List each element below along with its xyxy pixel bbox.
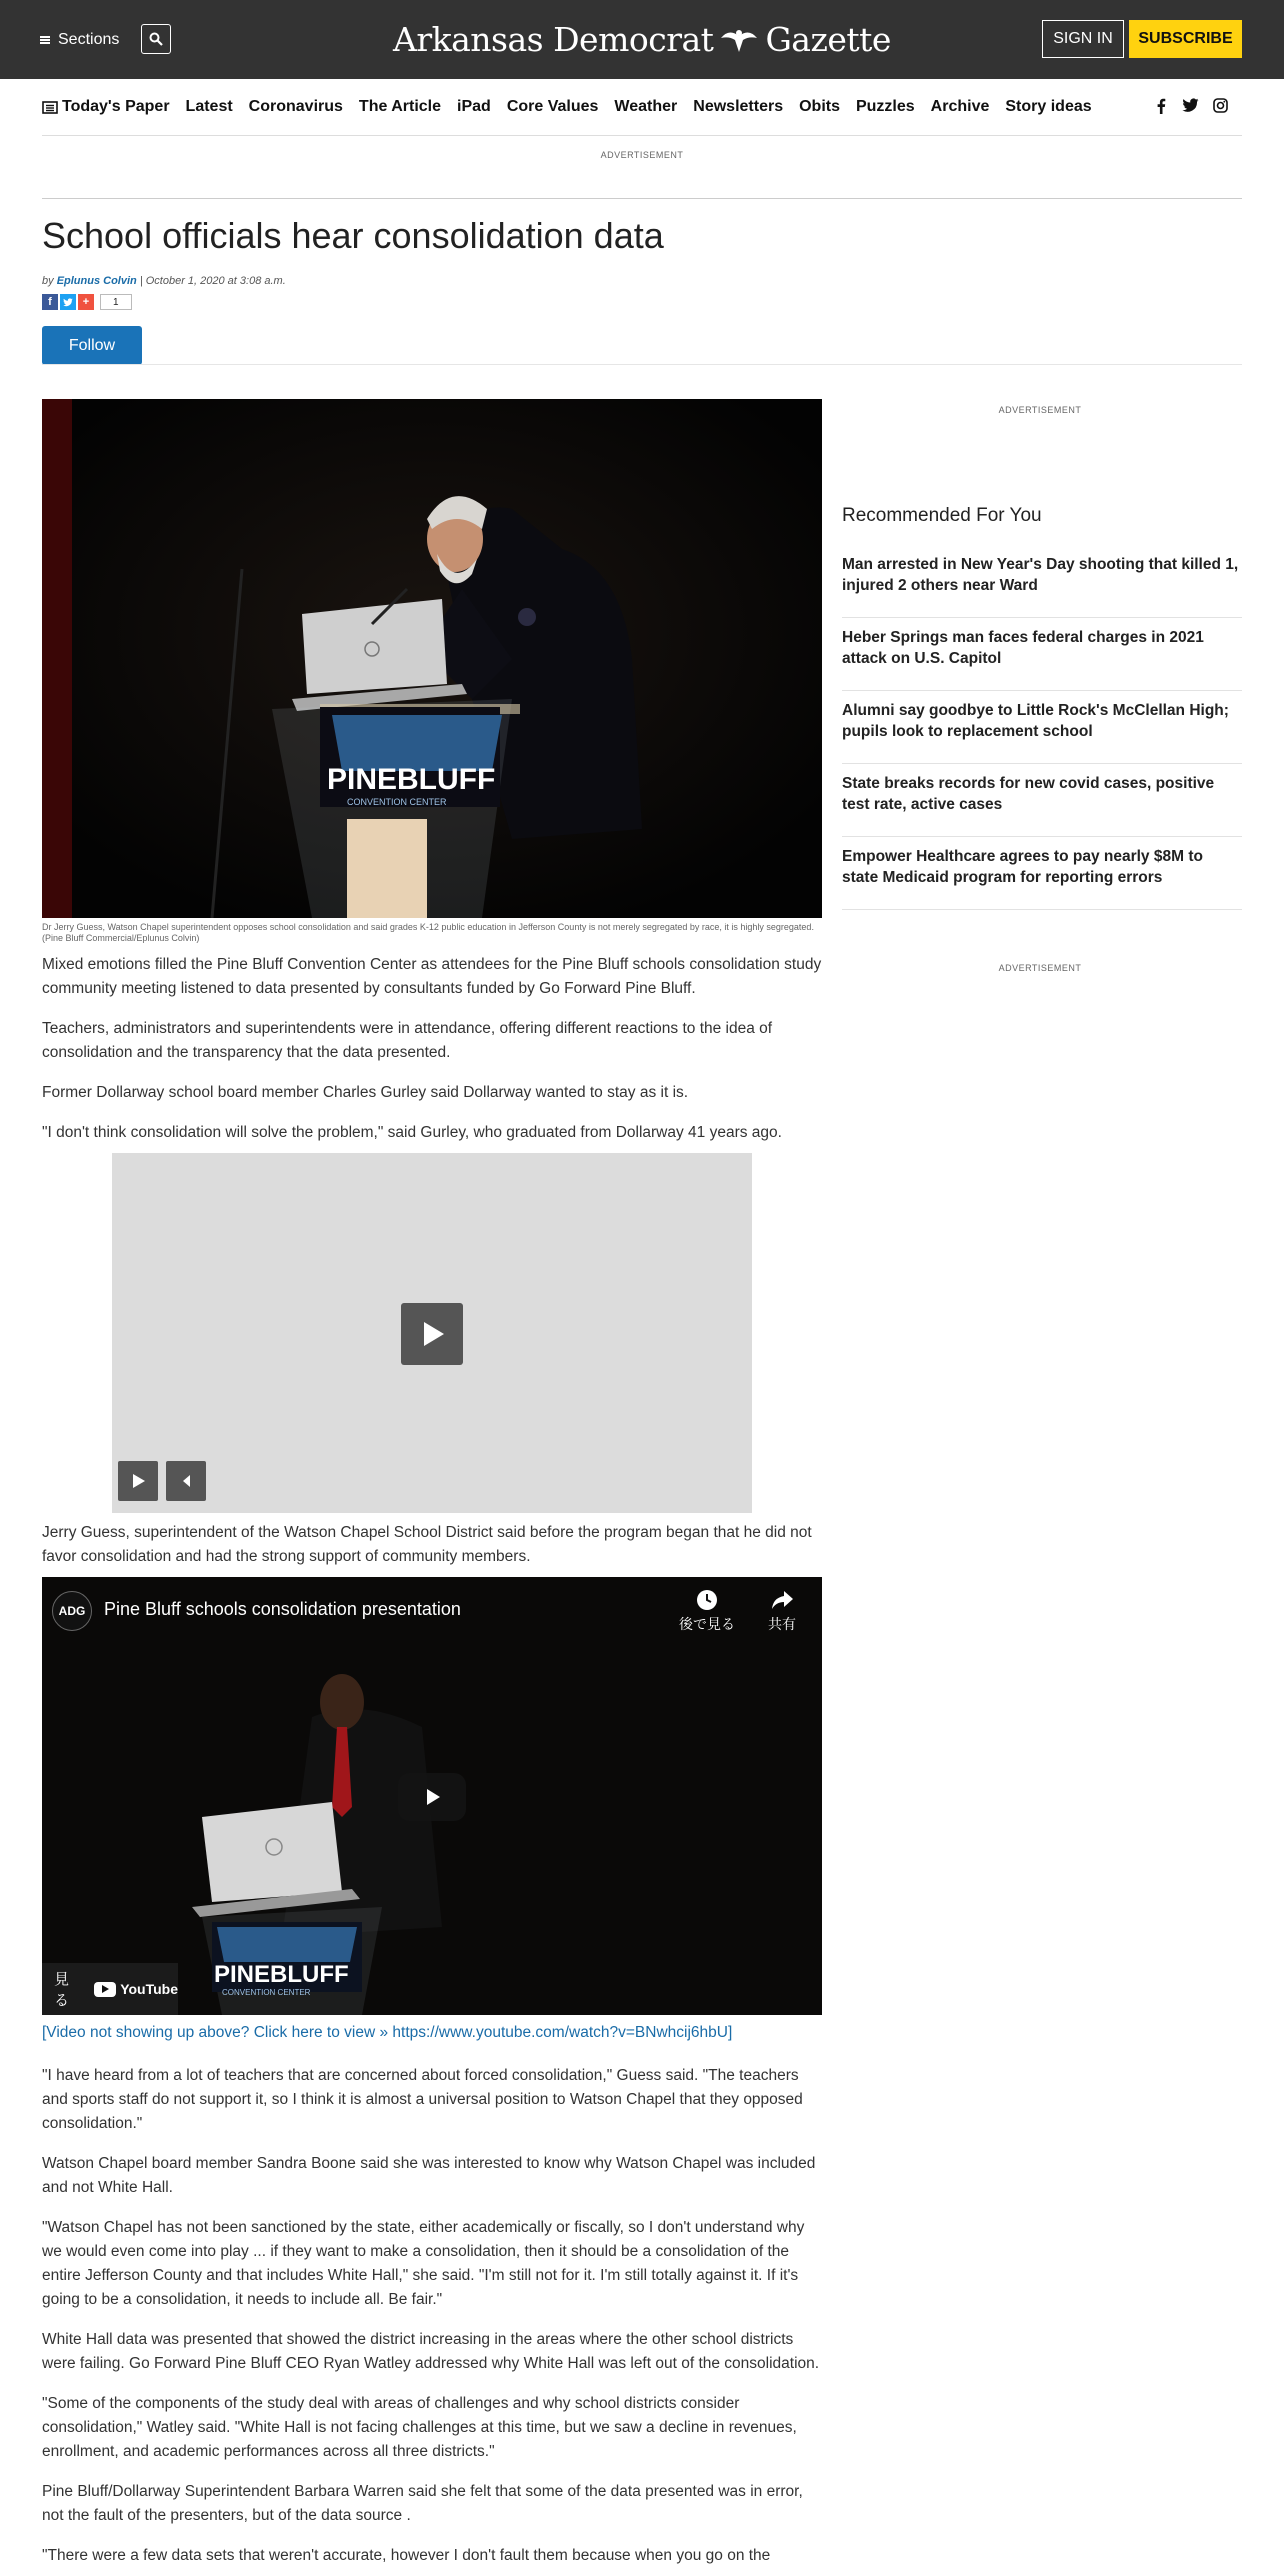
- big-play-button[interactable]: [401, 1303, 463, 1365]
- watch-later-button[interactable]: [672, 1589, 742, 1634]
- play-control-button[interactable]: [118, 1461, 158, 1501]
- article-paragraph: "There were a few data sets that weren't accurate, however I don't fault them because when you go on the: [42, 2547, 771, 2564]
- recommended-item[interactable]: Empower Healthcare agrees to pay nearly $8M to state Medicaid program for reporting errors: [842, 837, 1242, 910]
- article-paragraph: "I have heard from a lot of teachers that are concerned about forced consolidation," Guess said. "The teachers and sports staff do not support it, so I think it is almost a universal position to Watson Chapel that they opposed consolidation.": [42, 2067, 803, 2132]
- clock-icon: [696, 1589, 718, 1611]
- publish-date: | October 1, 2020 at 3:08 a.m.: [139, 275, 286, 287]
- nav-item-coronavirus[interactable]: Coronavirus: [248, 98, 343, 115]
- article-paragraph: Former Dollarway school board member Charles Gurley said Dollarway wanted to stay as it is.: [42, 1084, 689, 1101]
- sign-subtitle: CONVENTION CENTER: [347, 797, 447, 807]
- watch-later-label: 後で見る: [679, 1616, 735, 1632]
- recommended-item[interactable]: Heber Springs man faces federal charges in 2021 attack on U.S. Capitol: [842, 618, 1242, 691]
- share-count: 1: [100, 294, 132, 310]
- play-icon: [422, 1787, 442, 1807]
- youtube-embed[interactable]: [42, 1577, 822, 2015]
- video-player[interactable]: [112, 1153, 752, 1513]
- nav-item-archive[interactable]: Archive: [930, 98, 990, 115]
- sections-menu-button[interactable]: [40, 27, 119, 53]
- nav-item-ipad[interactable]: iPad: [457, 98, 491, 115]
- follow-button[interactable]: Follow: [42, 326, 142, 365]
- advertisement-label: ADVERTISEMENT: [600, 150, 684, 160]
- nav-item-latest[interactable]: Latest: [185, 98, 233, 115]
- article-paragraph: "Watson Chapel has not been sanctioned by the state, either academically or fiscally, so I don't understand why we would even come into play ... if they want to make a consolidation, then it should be a consolidation of the entire Jefferson County and that includes White Hall," she said. "I'm still not for it. I'm still totally against it. If it's going to be a consolidation, it needs to include all. Be fair.": [42, 2219, 805, 2308]
- byline: [42, 275, 286, 287]
- divider: [42, 198, 1242, 199]
- logo-text-left: Arkansas Democrat: [393, 19, 714, 59]
- search-icon: [149, 32, 163, 46]
- article-paragraph: Mixed emotions filled the Pine Bluff Convention Center as attendees for the Pine Bluff schools consolidation study community meeting listened to data presented by consultants funded by Go Forward Pine Bluff.: [42, 956, 822, 997]
- subscribe-button[interactable]: SUBSCRIBE: [1129, 20, 1242, 58]
- nav-item-weather[interactable]: Weather: [614, 98, 678, 115]
- article-paragraph: Watson Chapel board member Sandra Boone said she was interested to know why Watson Chapel was included and not White Hall.: [42, 2155, 816, 2196]
- byline-prefix: by: [42, 275, 54, 287]
- youtube-play-button[interactable]: [398, 1773, 466, 1821]
- nav-item-story-ideas[interactable]: Story ideas: [1005, 98, 1092, 115]
- video-fallback-link[interactable]: [Video not showing up above? Click here to view » https://www.youtube.com/watch?v=BNwhcij6hbU]: [42, 2024, 733, 2041]
- share-label: 共有: [768, 1616, 796, 1632]
- watch-on-label: 見る: [54, 1971, 70, 2009]
- share-button[interactable]: [752, 1589, 812, 1634]
- youtube-play-logo-icon: [94, 1982, 116, 1997]
- nav-item-puzzles[interactable]: Puzzles: [855, 98, 915, 115]
- divider: [42, 364, 1242, 365]
- article-paragraph: White Hall data was presented that showed the district increasing in the areas where the other school districts were failing. Go Forward Pine Bluff CEO Ryan Watley addressed why White Hall was left out of the consolidation.: [42, 2331, 820, 2372]
- sign-subtitle: CONVENTION CENTER: [222, 1988, 311, 1997]
- recommended-heading: Recommended For You: [842, 505, 1042, 526]
- hamburger-icon: [40, 36, 50, 44]
- share-arrow-icon: [770, 1589, 794, 1611]
- sidebar-advertisement-label: ADVERTISEMENT: [998, 405, 1082, 415]
- article-paragraph: Jerry Guess, superintendent of the Watson Chapel School District said before the program began that he did not favor consolidation and had the strong support of community members.: [42, 1524, 812, 1565]
- site-header: [0, 0, 1284, 79]
- article-paragraph: Pine Bluff/Dollarway Superintendent Barbara Warren said she felt that some of the data presented was in error, not the fault of the presenters, but of the data source .: [42, 2483, 803, 2524]
- sections-label: Sections: [58, 31, 120, 48]
- facebook-share-icon[interactable]: f: [42, 294, 58, 310]
- sign-title: PINEBLUFF: [327, 763, 496, 796]
- search-button[interactable]: [141, 24, 171, 54]
- instagram-icon[interactable]: [1213, 98, 1228, 113]
- twitter-icon[interactable]: [1182, 98, 1199, 113]
- facebook-icon[interactable]: [1154, 98, 1168, 114]
- twitter-share-icon[interactable]: [60, 294, 76, 310]
- article-headline: School officials hear consolidation data: [42, 215, 664, 256]
- youtube-video-title[interactable]: Pine Bluff schools consolidation presentation: [104, 1599, 461, 1619]
- photo-caption: Dr Jerry Guess, Watson Chapel superintendent opposes school consolidation and said grades K-12 public education in Jefferson County is not merely segregated by race, it is highly segregated. (Pine Bluff Commercial/Eplunus Colvin): [42, 922, 814, 943]
- nav-item-todays-paper[interactable]: [42, 98, 170, 116]
- eagle-crest-icon: [719, 24, 759, 54]
- mute-button[interactable]: [166, 1461, 206, 1501]
- volume-icon: [179, 1474, 193, 1488]
- article-paragraph: "I don't think consolidation will solve the problem," said Gurley, who graduated from Dollarway 41 years ago.: [42, 1124, 782, 1141]
- sign-title: PINEBLUFF: [214, 1961, 349, 1988]
- main-nav: [42, 90, 1242, 136]
- recommended-list: [842, 545, 1242, 910]
- share-buttons: [42, 294, 132, 310]
- podium-speaker-illustration: [42, 399, 822, 918]
- recommended-item[interactable]: Man arrested in New Year's Day shooting that killed 1, injured 2 others near Ward: [842, 545, 1242, 618]
- article-paragraph: "Some of the components of the study deal with areas of challenges and why school districts consider consolidation," Watley said. "White Hall is not facing challenges at this time, but we saw a decline in revenues, enrollment, and academic performances across all three districts.": [42, 2395, 797, 2460]
- channel-avatar[interactable]: ADG: [52, 1591, 92, 1631]
- youtube-brand: YouTube: [120, 1981, 178, 1997]
- newspaper-icon: [42, 101, 58, 114]
- play-icon: [130, 1473, 146, 1489]
- watch-on-youtube-button[interactable]: [42, 1963, 178, 2015]
- author-link[interactable]: Eplunus Colvin: [56, 275, 137, 287]
- site-logo[interactable]: [380, 14, 904, 64]
- nav-item-label: Today's Paper: [62, 98, 170, 115]
- nav-item-core-values[interactable]: Core Values: [506, 98, 599, 115]
- more-share-icon[interactable]: +: [78, 294, 94, 310]
- article-photo[interactable]: [42, 399, 822, 918]
- recommended-item[interactable]: Alumni say goodbye to Little Rock's McClellan High; pupils look to replacement school: [842, 691, 1242, 764]
- sidebar-advertisement-label: ADVERTISEMENT: [998, 963, 1082, 973]
- nav-item-the-article[interactable]: The Article: [358, 98, 442, 115]
- sign-in-button[interactable]: SIGN IN: [1042, 20, 1124, 58]
- logo-text-right: Gazette: [765, 19, 891, 59]
- article-paragraph: Teachers, administrators and superintendents were in attendance, offering different reactions to the idea of consolidation and the transparency that the data presented.: [42, 1020, 773, 1061]
- recommended-item[interactable]: State breaks records for new covid cases, positive test rate, active cases: [842, 764, 1242, 837]
- play-icon: [417, 1319, 447, 1349]
- youtube-logo: [94, 1981, 178, 1997]
- nav-item-newsletters[interactable]: Newsletters: [693, 98, 784, 115]
- nav-item-obits[interactable]: Obits: [799, 98, 840, 115]
